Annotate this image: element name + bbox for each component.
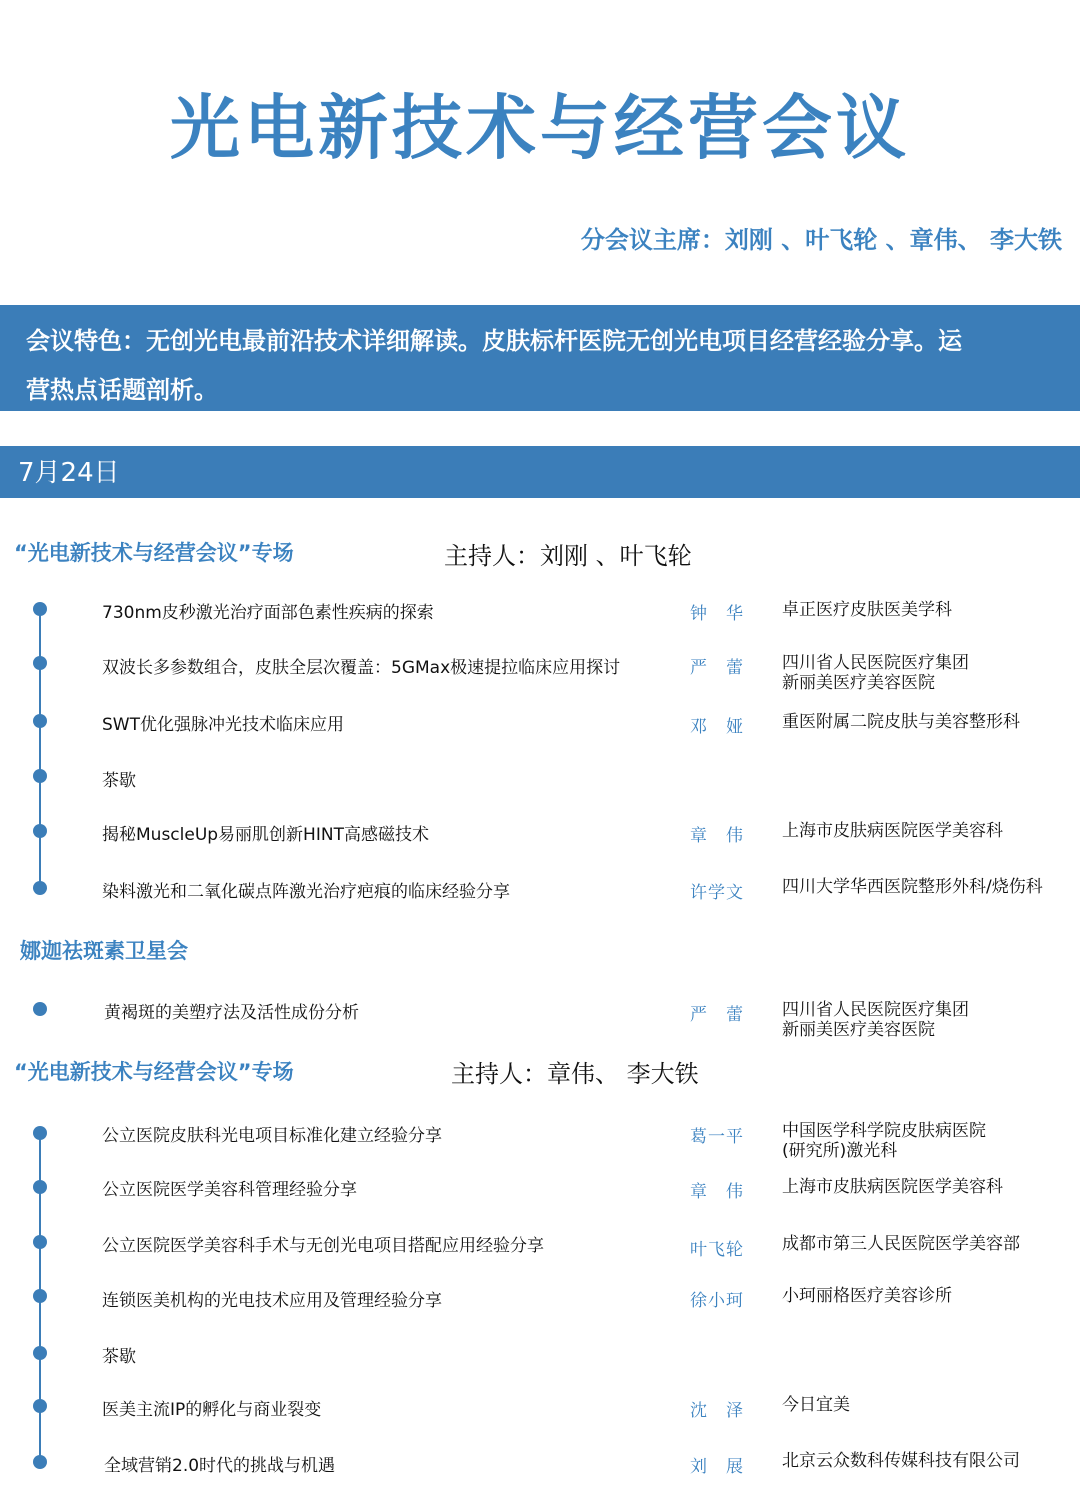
topic: 揭秘MuscleUp易丽肌创新HINT高感磁技术 xyxy=(102,825,429,845)
speaker: 章 伟 xyxy=(690,1182,744,1202)
satellite-title: 娜迦祛斑素卫星会 xyxy=(20,939,188,963)
topic: 730nm皮秒激光治疗面部色素性疾病的探索 xyxy=(102,603,434,623)
speaker: 章 伟 xyxy=(690,826,744,846)
organization: 四川大学华西医院整形外科/烧伤科 xyxy=(782,877,1043,897)
topic: 公立医院医学美容科管理经验分享 xyxy=(102,1180,357,1200)
timeline-dot xyxy=(33,1346,47,1360)
timeline-dot xyxy=(33,881,47,895)
timeline-dot xyxy=(33,824,47,838)
topic: SWT优化强脉冲光技术临床应用 xyxy=(102,715,344,735)
feature-line-1: 会议特色：无创光电最前沿技术详细解读。皮肤标杆医院无创光电项目经营经验分享。运 xyxy=(26,327,962,355)
speaker: 沈 泽 xyxy=(690,1401,744,1421)
session-2-host: 主持人：章伟、 李大铁 xyxy=(451,1060,699,1088)
topic: 公立医院皮肤科光电项目标准化建立经验分享 xyxy=(102,1126,442,1146)
timeline-dot xyxy=(33,1002,47,1016)
speaker: 钟 华 xyxy=(690,604,744,624)
topic: 公立医院医学美容科手术与无创光电项目搭配应用经验分享 xyxy=(102,1236,544,1256)
speaker: 叶飞轮 xyxy=(690,1240,744,1260)
topic: 茶歇 xyxy=(102,1347,136,1367)
organization: 上海市皮肤病医院医学美容科 xyxy=(782,821,1003,841)
session-1-host: 主持人：刘刚 、叶飞轮 xyxy=(444,542,692,570)
organization: 北京云众数科传媒科技有限公司 xyxy=(782,1451,1020,1471)
organization: 今日宜美 xyxy=(782,1395,850,1415)
topic: 连锁医美机构的光电技术应用及管理经验分享 xyxy=(102,1291,442,1311)
organization: 四川省人民医院医疗集团 新丽美医疗美容医院 xyxy=(782,653,969,693)
topic: 全域营销2.0时代的挑战与机遇 xyxy=(104,1456,336,1476)
organization: 成都市第三人民医院医学美容部 xyxy=(782,1234,1020,1254)
timeline-dot xyxy=(33,1289,47,1303)
timeline-dot xyxy=(33,714,47,728)
timeline-line xyxy=(39,609,41,888)
organization: 小珂丽格医疗美容诊所 xyxy=(782,1286,952,1306)
speaker: 徐小珂 xyxy=(690,1291,744,1311)
page-title: 光电新技术与经营会议 xyxy=(170,87,910,169)
feature-banner xyxy=(0,305,1080,411)
topic: 医美主流IP的孵化与商业裂变 xyxy=(102,1400,322,1420)
timeline-dot xyxy=(33,602,47,616)
topic: 茶歇 xyxy=(102,771,136,791)
timeline-dot xyxy=(33,656,47,670)
organization: 四川省人民医院医疗集团 新丽美医疗美容医院 xyxy=(782,1000,969,1040)
topic: 染料激光和二氧化碳点阵激光治疗疤痕的临床经验分享 xyxy=(102,882,510,902)
speaker: 许学文 xyxy=(690,883,744,903)
timeline-dot xyxy=(33,1180,47,1194)
timeline-dot xyxy=(33,1399,47,1413)
topic: 双波长多参数组合，皮肤全层次覆盖：5GMax极速提拉临床应用探讨 xyxy=(102,658,621,678)
feature-line-2: 营热点话题剖析。 xyxy=(26,376,218,404)
speaker: 葛一平 xyxy=(690,1127,744,1147)
organization: 上海市皮肤病医院医学美容科 xyxy=(782,1177,1003,1197)
session-1-title: “光电新技术与经营会议”专场 xyxy=(14,541,294,565)
organization: 卓正医疗皮肤医美学科 xyxy=(782,600,952,620)
timeline-dot xyxy=(33,1455,47,1469)
date-bar: 7月24日 xyxy=(0,446,1080,498)
organization: 重医附属二院皮肤与美容整形科 xyxy=(782,712,1020,732)
speaker: 邓 娅 xyxy=(690,717,744,737)
speaker: 刘 展 xyxy=(690,1457,744,1477)
timeline-dot xyxy=(33,769,47,783)
speaker: 严 蕾 xyxy=(690,1005,744,1025)
session-2-title: “光电新技术与经营会议”专场 xyxy=(14,1060,294,1084)
timeline-dot xyxy=(33,1235,47,1249)
speaker: 严 蕾 xyxy=(690,658,744,678)
session-chairs: 分会议主席：刘刚 、叶飞轮 、章伟、 李大铁 xyxy=(580,226,1062,254)
organization: 中国医学科学院皮肤病医院 (研究所)激光科 xyxy=(782,1121,986,1161)
topic: 黄褐斑的美塑疗法及活性成份分析 xyxy=(104,1003,359,1023)
timeline-dot xyxy=(33,1126,47,1140)
